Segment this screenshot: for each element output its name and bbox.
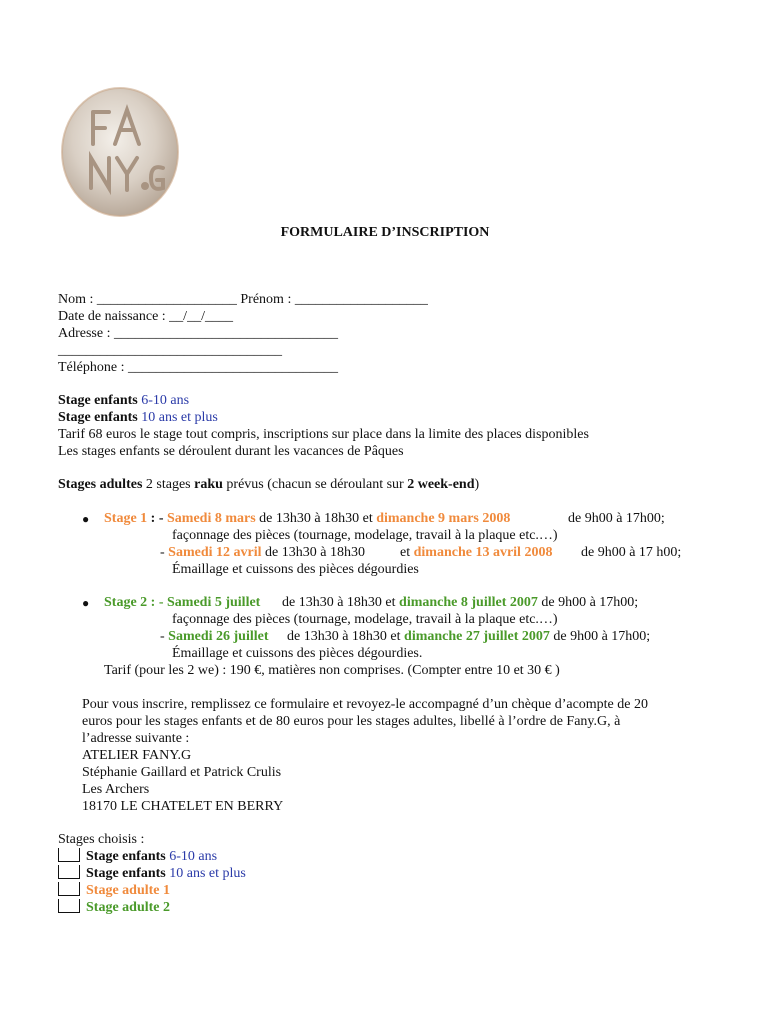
stage-enfants-label: Stage enfants: [58, 410, 138, 425]
stage-enfants-10-plus: [58, 409, 218, 426]
stage2-line1b: [282, 594, 638, 611]
bullet-icon: ●: [82, 512, 90, 526]
stage1-hours: de 9h00 à 17h00;: [568, 511, 665, 526]
stage1-line1: [104, 510, 510, 527]
address-line3: Les Archers: [82, 782, 150, 797]
date: Samedi 5 juillet: [167, 595, 261, 610]
date-naissance-field[interactable]: Date de naissance : __/__/____: [58, 309, 233, 324]
adresse-field[interactable]: Adresse : ________________________________: [58, 326, 338, 341]
choice-stage-enfants-10-plus[interactable]: [58, 865, 246, 882]
stage1-line2b: [400, 544, 552, 561]
stage2-label: Stage 2 : -: [104, 595, 167, 610]
form-title: FORMULAIRE D’INSCRIPTION: [280, 225, 490, 240]
date: dimanche 13 avril 2008: [413, 545, 553, 560]
periode-enfants: Les stages enfants se déroulent durant les vacances de Pâques: [58, 444, 404, 459]
hours: de 9h00 à 17h00;: [537, 595, 639, 610]
stages-choisis-label: Stages choisis :: [58, 832, 145, 847]
hours: de 13h30 à 18h30 et: [255, 511, 377, 526]
hours: de 13h30 à 18h30: [261, 545, 365, 560]
stage2-desc2: Émaillage et cuissons des pièces dégourdies.: [172, 646, 423, 661]
age-range: 10 ans et plus: [169, 866, 246, 881]
inscription-para-line2: euros pour les stages enfants et de 80 euros pour les stages adultes, libellé à l’ordre de Fany.G, à: [82, 714, 621, 729]
stage1-desc1: façonnage des pièces (tournage, modelage, travail à la plaque etc.…): [172, 528, 558, 543]
address-line1: ATELIER FANY.G: [82, 748, 192, 763]
date: Samedi 26 juillet: [168, 629, 269, 644]
dash: -: [160, 629, 169, 644]
text: ): [474, 477, 480, 492]
stages-adultes-label: Stages adultes: [58, 477, 143, 492]
telephone-field[interactable]: Téléphone : ______________________________: [58, 360, 338, 375]
nom-prenom-field[interactable]: Nom : ____________________ Prénom : ___________________: [58, 292, 428, 307]
checkbox[interactable]: [58, 848, 80, 862]
week-end-count: 2 week-end: [407, 477, 475, 492]
et: et: [400, 545, 414, 560]
stage1-label: Stage 1: [104, 511, 148, 526]
stage1-desc2: Émaillage et cuissons des pièces dégourdies: [172, 562, 419, 577]
bullet-icon: ●: [82, 596, 90, 610]
stage1-line2: [160, 544, 365, 561]
choice-label: Stage adulte 2: [86, 900, 170, 915]
stage1-hours2: de 9h00 à 17 h00;: [581, 545, 682, 560]
text: 2 stages: [142, 477, 195, 492]
choice-stage-enfants-6-10[interactable]: [58, 848, 217, 865]
choice-label: Stage adulte 1: [86, 883, 170, 898]
age-range: 6-10 ans: [169, 849, 218, 864]
date: dimanche 27 juillet 2007: [404, 629, 550, 644]
age-range: 6-10 ans: [141, 393, 190, 408]
date: dimanche 9 mars 2008: [376, 511, 511, 526]
checkbox[interactable]: [58, 865, 80, 879]
choice-stage-adulte-2[interactable]: [58, 899, 170, 916]
hours: de 13h30 à 18h30 et: [282, 595, 400, 610]
inscription-para-line3: l’adresse suivante :: [82, 731, 190, 746]
checkbox[interactable]: [58, 882, 80, 896]
choice-label: Stage enfants: [86, 866, 166, 881]
checkbox[interactable]: [58, 899, 80, 913]
raku-word: raku: [194, 477, 223, 492]
choice-stage-adulte-1[interactable]: [58, 882, 170, 899]
tarif-enfants: Tarif 68 euros le stage tout compris, inscriptions sur place dans la limite des places disponibles: [58, 427, 589, 442]
stage2-line2b: [287, 628, 650, 645]
address-line2: Stéphanie Gaillard et Patrick Crulis: [82, 765, 282, 780]
dash: -: [160, 545, 169, 560]
stage-enfants-6-10: [58, 392, 189, 409]
stage2-line2: [160, 628, 269, 645]
hours: de 9h00 à 17h00;: [549, 629, 651, 644]
text: prévus (chacun se déroulant sur: [222, 477, 408, 492]
date: Samedi 8 mars: [167, 511, 256, 526]
adresse-field-line2[interactable]: ________________________________: [58, 343, 282, 358]
choice-label: Stage enfants: [86, 849, 166, 864]
stage2-tarif: Tarif (pour les 2 we) : 190 €, matières non comprises. (Compter entre 10 et 30 € ): [104, 663, 560, 678]
fany-logo-seal: [55, 82, 185, 222]
separator: : -: [147, 511, 167, 526]
age-range: 10 ans et plus: [141, 410, 218, 425]
address-line4: 18170 LE CHATELET EN BERRY: [82, 799, 284, 814]
stages-adultes-intro: [58, 476, 479, 493]
stage2-line1: [104, 594, 260, 611]
inscription-para-line1: Pour vous inscrire, remplissez ce formulaire et revoyez-le accompagné d’un chèque d’acompte de 20: [82, 697, 648, 712]
stage-enfants-label: Stage enfants: [58, 393, 138, 408]
stage2-desc1: façonnage des pièces (tournage, modelage, travail à la plaque etc.…): [172, 612, 558, 627]
hours: de 13h30 à 18h30 et: [287, 629, 405, 644]
date: dimanche 8 juillet 2007: [399, 595, 538, 610]
date: Samedi 12 avril: [168, 545, 262, 560]
